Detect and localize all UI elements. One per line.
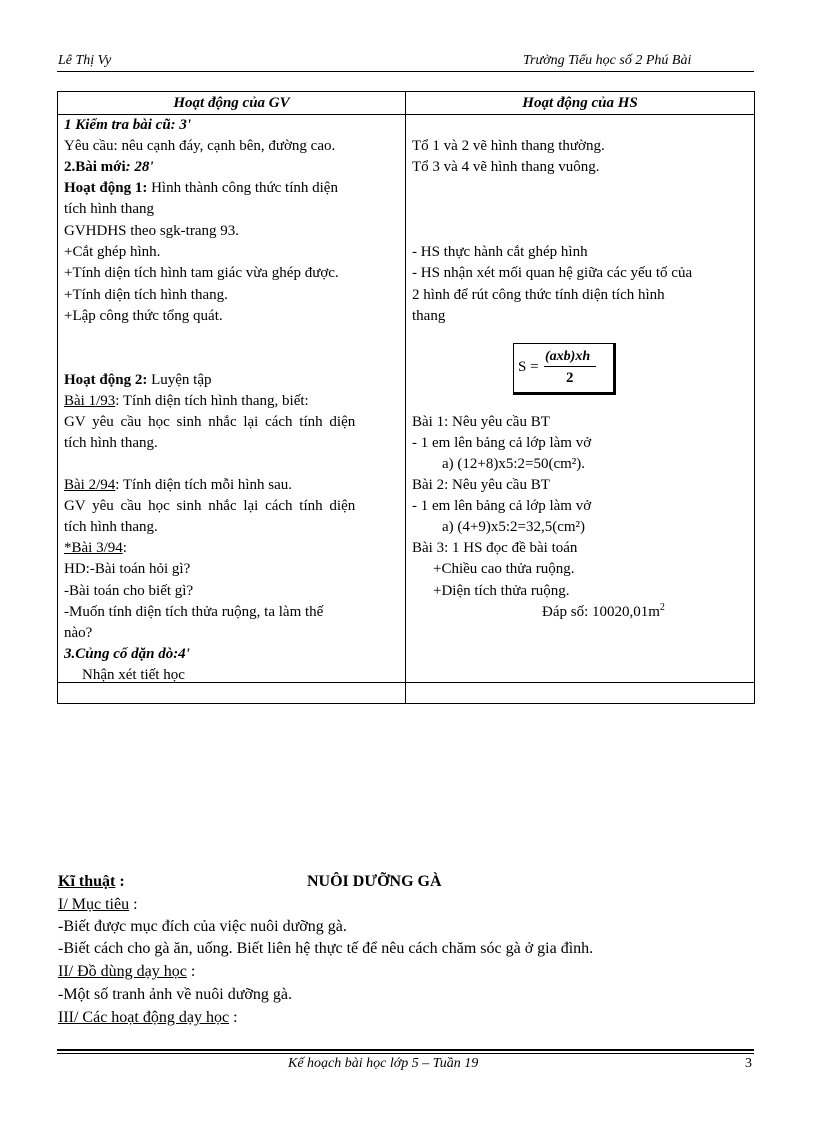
hs-bai1-len-bang: - 1 em lên bảng cả lớp làm vở (412, 435, 592, 451)
gv-cell (58, 115, 406, 683)
bai1-gv-1: GV yêu cầu học sinh nhắc lại cách tính diện (64, 414, 356, 430)
subject-label: Kĩ thuật (58, 873, 116, 890)
hd2-text: Luyện tập (147, 372, 212, 388)
do-dung-colon: : (186, 963, 196, 980)
nhan-xet-hs-1: - HS nhận xét mối quan hệ giữa các yếu tố của (412, 265, 693, 281)
nhan-xet-hs-3: thang (412, 308, 446, 324)
hs-dap-so (542, 602, 665, 623)
hd2-line (64, 370, 212, 391)
hs-bai2-answer: a) (4+9)x5:2=32,5(cm²) (442, 519, 586, 535)
table-body-row (58, 115, 755, 683)
bai-moi-line (64, 157, 154, 178)
formula-numerator: (axb)xh (545, 349, 591, 364)
muon-tinh-1: -Muốn tính diện tích thửa ruộng, ta làm thế (64, 604, 324, 620)
objective-1: -Biết được mục đích của việc nuôi dưỡng gà. (58, 918, 347, 935)
area-formula-box (513, 343, 616, 395)
nhan-xet-text: Nhận xét tiết học (82, 667, 185, 683)
empty-cell-hs (406, 683, 755, 704)
bai2-gv-1: GV yêu cầu học sinh nhắc lại cách tính diện (64, 498, 356, 514)
hs-chieu-cao: +Chiều cao thửa ruộng. (433, 561, 575, 577)
hs-dien-tich: +Diện tích thửa ruộng. (433, 583, 570, 599)
hoat-dong-colon: : (229, 1009, 238, 1026)
hs-bai1-answer: a) (12+8)x5:2=50(cm²). (442, 456, 586, 472)
bai-moi-time: : 28' (125, 159, 154, 175)
bai1-text: : Tính diện tích hình thang, biết: (115, 393, 309, 409)
hd1-line (64, 178, 338, 199)
cho-biet-text: -Bài toán cho biết gì? (64, 583, 194, 599)
hd1-text: Hình thành công thức tính diện (147, 180, 338, 196)
table-header-row (58, 92, 755, 115)
bai-moi-label: 2.Bài mới (64, 159, 126, 175)
lesson-title: NUÔI DƯỠNG GÀ (307, 873, 442, 890)
hoat-dong-line (58, 1009, 238, 1027)
footer-plan: Kế hoạch bài học lớp 5 – Tuần 19 (288, 1056, 479, 1071)
kiem-tra-heading: 1 Kiểm tra bài cũ: 3' (64, 117, 192, 133)
page-number: 3 (745, 1056, 752, 1071)
thuc-hanh-text: - HS thực hành cắt ghép hình (412, 244, 588, 260)
subject-colon: : (115, 873, 125, 890)
cung-co-heading: 3.Củng cố dặn dò:4' (64, 646, 190, 662)
objective-2: -Biết cách cho gà ăn, uống. Biết liên hệ thực tế để nêu cách chăm sóc gà ở gia đình. (58, 940, 594, 957)
hd1-text-2: tích hình thang (64, 201, 154, 217)
bai2-text: : Tính diện tích mỗi hình sau. (115, 477, 293, 493)
bai2-label: Bài 2/94 (64, 477, 116, 493)
to34-text: Tổ 3 và 4 vẽ hình thang vuông. (412, 159, 600, 175)
header-author: Lê Thị Vy (58, 53, 112, 68)
yeu-cau-text: Yêu cầu: nêu cạnh đáy, cạnh bên, đường cao. (64, 138, 336, 154)
bai3-label: *Bài 3/94 (64, 540, 123, 556)
subject-line (58, 873, 125, 891)
fraction-bar (544, 366, 596, 367)
hd-hoi-text: HD:-Bài toán hỏi gì? (64, 561, 191, 577)
material-1: -Một số tranh ảnh về nuôi dưỡng gà. (58, 986, 292, 1003)
footer-rule-thin (57, 1053, 754, 1054)
activity-table (57, 91, 755, 704)
nhan-xet-hs-2: 2 hình để rút công thức tính diện tích hình (412, 287, 665, 303)
formula-s: S = (518, 359, 539, 375)
do-dung-heading: II/ Đồ dùng dạy học (58, 963, 187, 980)
hd2-label: Hoạt động 2: (64, 372, 148, 388)
bai1-gv-2: tích hình thang. (64, 435, 158, 451)
hs-bai2-len-bang: - 1 em lên bảng cả lớp làm vở (412, 498, 592, 514)
hs-bai1: Bài 1: Nêu yêu cầu BT (412, 414, 550, 430)
header-school: Trường Tiểu học số 2 Phú Bài (523, 53, 692, 68)
bai2-line (64, 475, 292, 496)
hoat-dong-heading: III/ Các hoạt động dạy học (58, 1009, 230, 1026)
footer-rule-thick (57, 1049, 754, 1051)
muc-tieu-line (58, 896, 138, 914)
muon-tinh-2: nào? (64, 625, 93, 641)
header-rule (57, 71, 754, 72)
muc-tieu-colon: : (129, 896, 138, 913)
bai1-line (64, 391, 309, 412)
col-header-gv: Hoạt động của GV (58, 92, 406, 115)
tinh-thang-text: +Tính diện tích hình thang. (64, 287, 228, 303)
hs-cell (406, 115, 755, 683)
dap-so-text: Đáp số: 10020,01m (542, 604, 660, 620)
hs-bai3: Bài 3: 1 HS đọc đề bài toán (412, 540, 578, 556)
bai3-line (64, 538, 127, 559)
do-dung-line (58, 963, 195, 981)
bai3-colon: : (122, 540, 127, 556)
muc-tieu-heading: I/ Mục tiêu (58, 896, 130, 913)
lap-cong-thuc-text: +Lập công thức tổng quát. (64, 308, 223, 324)
tinh-tam-giac-text: +Tính diện tích hình tam giác vừa ghép được. (64, 265, 339, 281)
dap-so-sup: 2 (659, 602, 665, 613)
gvhdhs-text: GVHDHS theo sgk-trang 93. (64, 223, 239, 239)
col-header-hs: Hoạt động của HS (406, 92, 755, 115)
cat-ghep-text: +Cắt ghép hình. (64, 244, 161, 260)
bai2-gv-2: tích hình thang. (64, 519, 158, 535)
hd1-label: Hoạt động 1: (64, 180, 148, 196)
hs-bai2: Bài 2: Nêu yêu cầu BT (412, 477, 550, 493)
to12-text: Tổ 1 và 2 vẽ hình thang thường. (412, 138, 605, 154)
formula-denominator: 2 (566, 370, 574, 386)
bai1-label: Bài 1/93 (64, 393, 116, 409)
